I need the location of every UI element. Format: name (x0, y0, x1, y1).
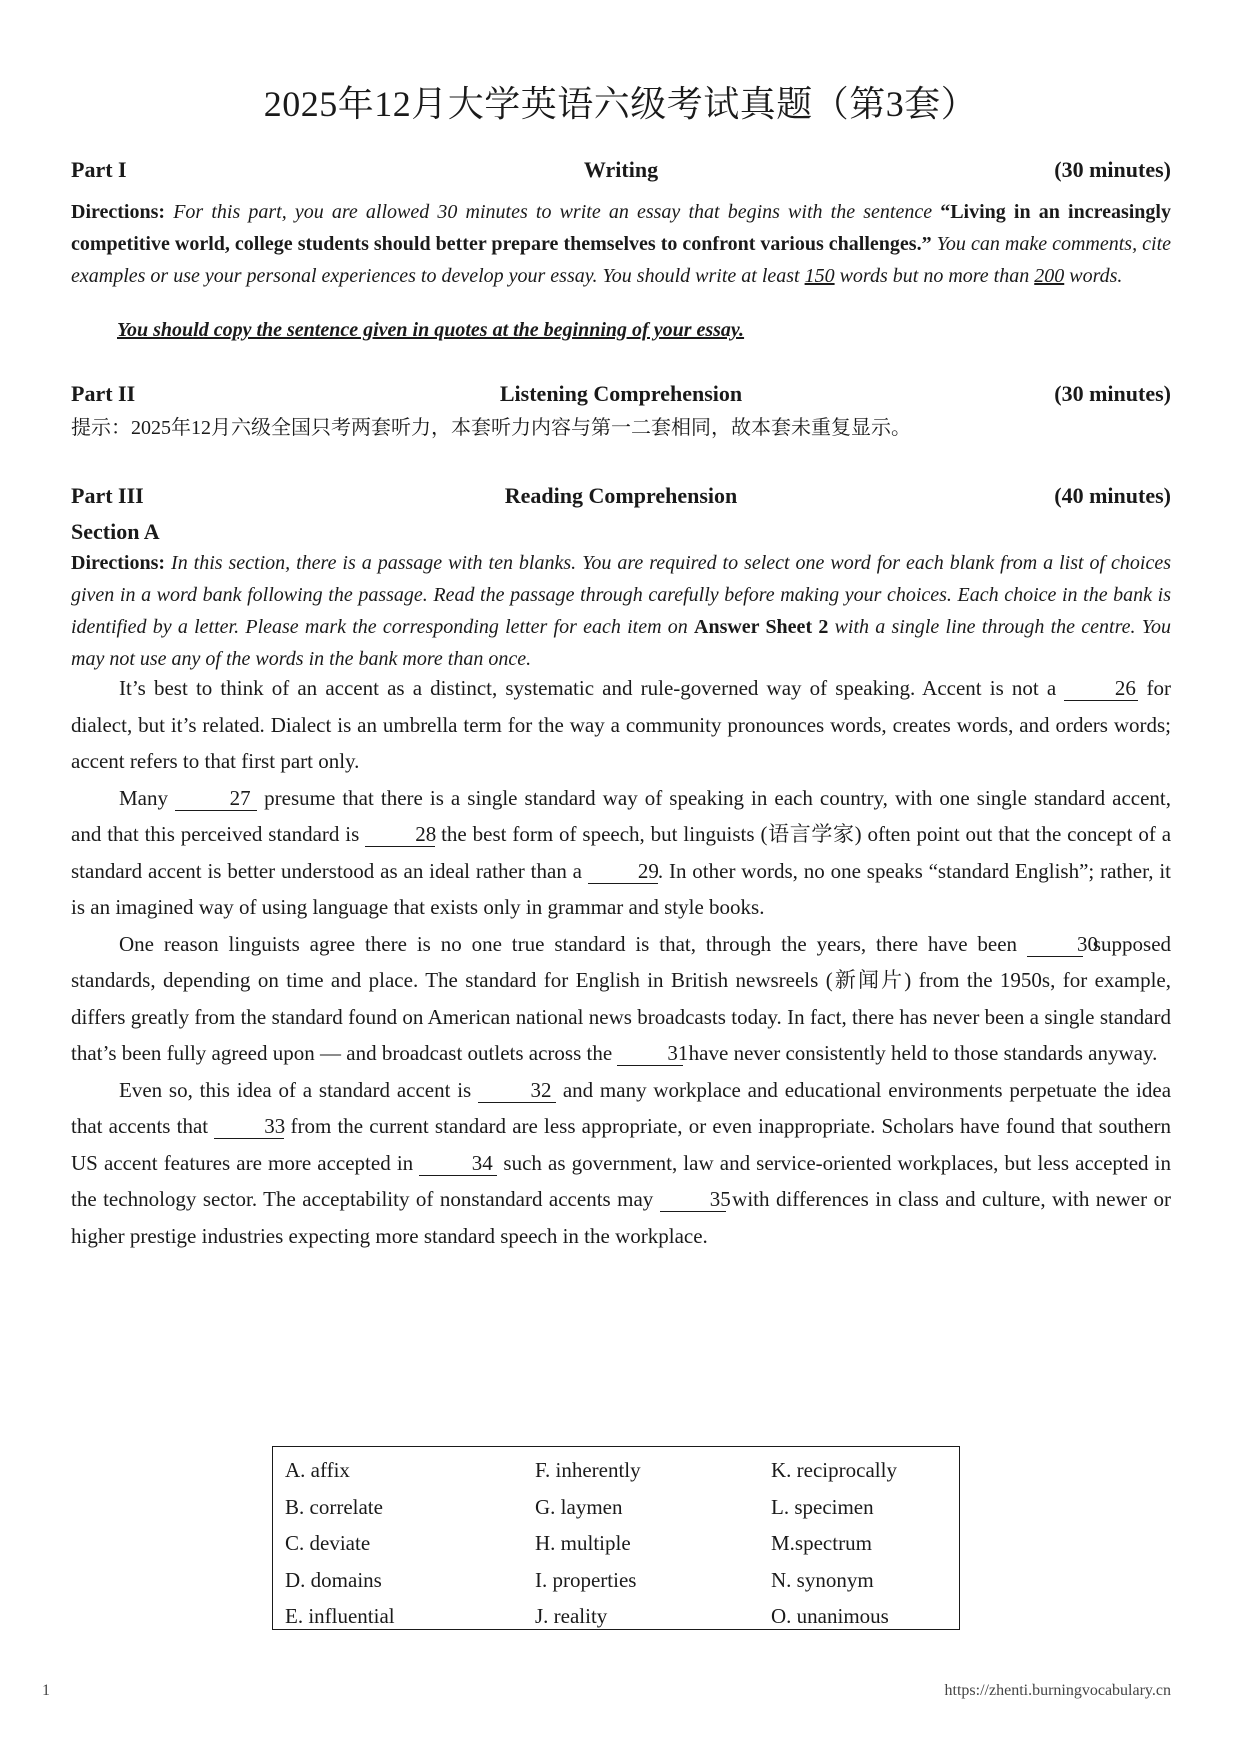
passage-text: . In other words, no one speaks “standard English”; rather, it is an imagined way of using language that exists only in grammar and style books. (71, 858, 1172, 919)
section-a-label: Section A (71, 519, 160, 544)
section-a-header (71, 518, 1171, 546)
word-bank-option: B. correlate (285, 1494, 383, 1519)
directions-text: words but no more than (839, 265, 1030, 287)
part-2-time: (30 minutes) (1054, 381, 1171, 406)
part-2-name: Listening Comprehension (499, 381, 743, 406)
listening-note: 提示：2025年12月六级全国只考两套听力，本套听力内容与第一二套相同，故本套未重复显示。 (71, 417, 911, 439)
word-bank-option: C. deviate (285, 1531, 371, 1555)
directions-text: You can make comments, cite examples or use your personal experiences to develop your essay. You should write at least (71, 233, 1172, 287)
passage-text: with differences in class and culture, with newer or higher prestige industries expecting more standard speech in the workplace. (71, 1187, 1172, 1248)
passage-text: Many (119, 785, 168, 810)
part-3-directions (71, 547, 1171, 675)
word-bank-option: A. affix (285, 1458, 350, 1482)
word-bank-option: G. laymen (535, 1494, 623, 1519)
part-1-label: Part I (71, 157, 127, 182)
word-bank-option: F. inherently (535, 1458, 641, 1482)
directions-label: Directions: (71, 201, 166, 223)
max-words: 200 (1034, 265, 1065, 287)
passage-text: such as government, law and service-oriented workplaces, but less accepted in the technology sector. The acceptability of nonstandard accents may (71, 1150, 1172, 1211)
word-bank-option: D. domains (285, 1567, 382, 1592)
reading-passage (71, 670, 1171, 1254)
part-2-label: Part II (71, 381, 136, 406)
blank-31: 31 (617, 1041, 683, 1066)
part-3-name: Reading Comprehension (504, 483, 738, 508)
part-1-time: (30 minutes) (1054, 157, 1171, 182)
blank-33: 33 (214, 1114, 284, 1139)
word-bank-table (272, 1446, 960, 1630)
passage-text: It’s best to think of an accent as a distinct, systematic and rule-governed way of speaking. Accent is not a (119, 676, 1057, 700)
copy-note (117, 314, 1171, 346)
essay-prompt-quote: “Living in an increasingly competitive world, college students should better prepare themselves to confront various challenges.” (71, 201, 1171, 255)
blank-29: 29 (588, 859, 658, 884)
word-bank-option: O. unanimous (771, 1604, 889, 1628)
part-3-time: (40 minutes) (1054, 483, 1171, 508)
page-number: 1 (42, 1682, 50, 1699)
page-title: 2025年12月大学英语六级考试真题（第3套） (263, 84, 978, 124)
part-2-header (71, 380, 1171, 408)
directions-text: words. (1069, 265, 1123, 287)
part-1-header (71, 156, 1171, 184)
copy-note-text: You should copy the sentence given in quotes at the beginning of your essay. (117, 319, 745, 341)
word-bank-option: H. multiple (535, 1531, 631, 1555)
part-1-directions (71, 196, 1171, 292)
directions-text: In this section, there is a passage with ten blanks. You are required to select one word for each blank from a list of choices given in a word bank following the passage. Read the passage through carefully before making your choices. Each choice in the bank is identified by a letter. Please mark the corresponding letter for each item on (71, 552, 1172, 638)
blank-26: 26 (1064, 676, 1138, 701)
word-bank-option: N. synonym (771, 1567, 874, 1592)
part-1-name: Writing (583, 157, 659, 182)
paragraph-3 (71, 926, 1171, 1072)
passage-text: for dialect, but it’s related. Dialect is an umbrella term for the way a community pronounces words, creates words, and orders words; accent refers to that first part only. (71, 676, 1172, 773)
part-3-label: Part III (71, 483, 144, 508)
word-bank-option: M.spectrum (771, 1531, 872, 1555)
word-bank-option: J. reality (535, 1604, 608, 1628)
blank-35: 35 (660, 1187, 726, 1212)
blank-30: 30 (1027, 932, 1083, 957)
part-3-header (71, 482, 1171, 510)
passage-text: supposed standards, depending on time and place. The standard for English in British newsreels (新闻片) from the 1950s, for example, differs greatly from the standard found on American national news broadcasts today. In fact, there has never been a single standard that’s been fully agreed upon — and broadcast outlets across the (71, 931, 1172, 1065)
passage-text: and many workplace and educational environments perpetuate the idea that accents that (71, 1077, 1172, 1138)
passage-text: Even so, this idea of a standard accent is (119, 1077, 472, 1102)
directions-text: For this part, you are allowed 30 minutes to write an essay that begins with the sentence (173, 201, 933, 223)
directions-label: Directions: (71, 552, 166, 574)
passage-text: have never consistently held to those standards anyway. (688, 1041, 1158, 1065)
blank-34: 34 (419, 1151, 497, 1176)
min-words: 150 (804, 265, 835, 287)
passage-text: from the current standard are less appropriate, or even inappropriate. Scholars have found that southern US accent features are more accepted in (71, 1114, 1171, 1175)
word-bank-option: L. specimen (771, 1494, 874, 1519)
word-bank-option: I. properties (535, 1567, 637, 1592)
footer-url[interactable]: https://zhenti.burningvocabulary.cn (944, 1682, 1171, 1699)
passage-text: One reason linguists agree there is no one true standard is that, through the years, there have been (119, 931, 1018, 956)
passage-text: the best form of speech, but linguists (语言学家) often point out that the concept of a standard accent is better understood as an ideal rather than a (71, 822, 1172, 883)
answer-sheet-ref: Answer Sheet 2 (694, 616, 829, 638)
blank-27: 27 (175, 786, 257, 811)
passage-text: presume that there is a single standard way of speaking in each country, with one single standard accent, and that this perceived standard is (71, 785, 1172, 846)
blank-32: 32 (478, 1078, 556, 1103)
paragraph-2 (71, 780, 1171, 926)
directions-text: with a single line through the centre. You may not use any of the words in the bank more than once. (71, 616, 1172, 670)
word-bank-option: E. influential (285, 1604, 395, 1628)
paragraph-1 (71, 670, 1171, 780)
paragraph-4 (71, 1072, 1171, 1255)
blank-28: 28 (365, 822, 435, 847)
word-bank-option: K. reciprocally (771, 1458, 897, 1482)
